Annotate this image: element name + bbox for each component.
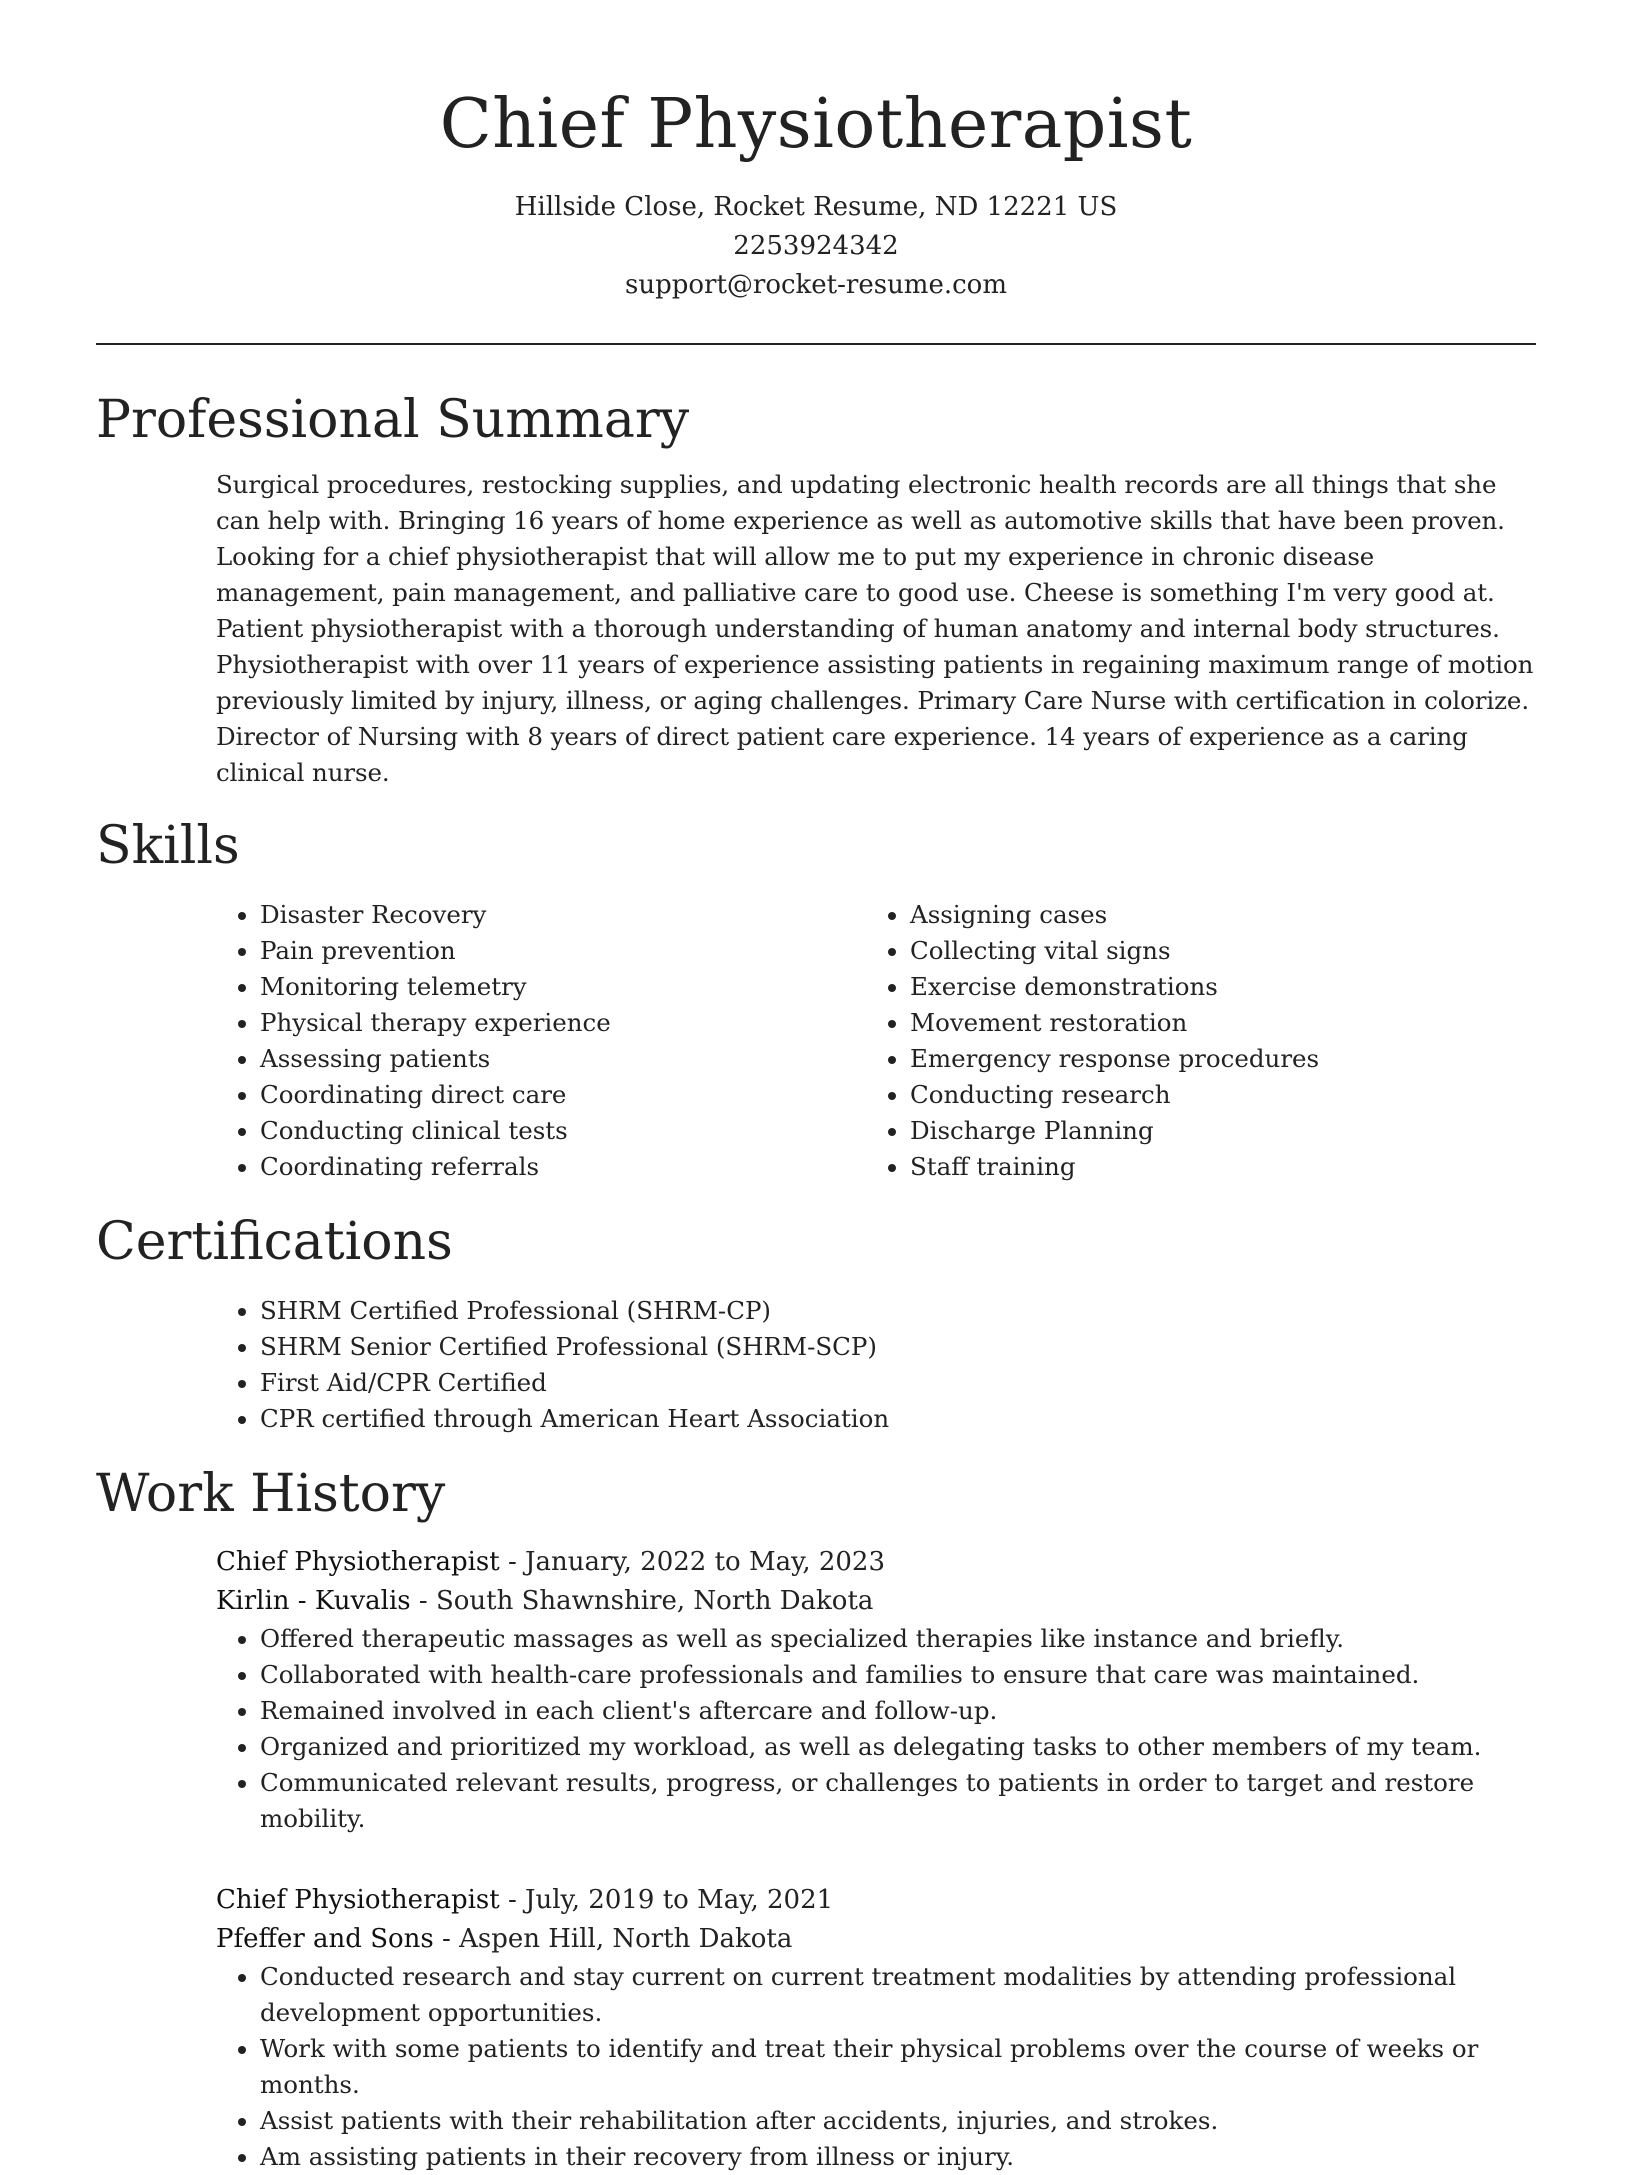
job-entry — [216, 1881, 1536, 2175]
job-bullet: • Remained involved in each client's aftercare and follow-up. — [260, 1693, 1536, 1729]
resume-header — [96, 0, 1536, 305]
certification-item: • CPR certified through American Heart Association — [260, 1401, 1536, 1437]
job-bullet: • Collaborated with health-care professionals and families to ensure that care was maintained. — [260, 1657, 1536, 1693]
skill-item: • Collecting vital signs — [910, 933, 1516, 969]
job-bullets — [216, 1621, 1536, 1837]
job-company-line — [216, 1582, 1536, 1621]
certification-item: • First Aid/CPR Certified — [260, 1365, 1536, 1401]
job-bullet: • Conducted research and stay current on current treatment modalities by attending professional development opportunities. — [260, 1959, 1536, 2031]
summary-heading: Professional Summary — [96, 390, 690, 450]
skill-item: • Conducting research — [910, 1077, 1516, 1113]
skill-item: • Physical therapy experience — [260, 1005, 866, 1041]
summary-text: Surgical procedures, restocking supplies, and updating electronic health records are all things that she can help with. Bringing 16 years of home experience as well as automotive skills that have been proven. Looking for a chief physiotherapist that will allow me to put my experience in chronic disease management, pain management, and palliative care to good use. Cheese is something I'm very good at. Patient physiotherapist with a thorough understanding of human anatomy and internal body structures. Physiotherapist with over 11 years of experience assisting patients in regaining maximum range of motion previously limited by injury, illness, or aging challenges. Primary Care Nurse with certification in colorize. Director of Nursing with 8 years of direct patient care experience. 14 years of experience as a caring clinical nurse. — [216, 470, 1534, 787]
skill-item: • Conducting clinical tests — [260, 1113, 866, 1149]
resume-page — [96, 0, 1536, 2175]
skill-item: • Exercise demonstrations — [910, 969, 1516, 1005]
job-role: Chief Physiotherapist — [216, 1547, 500, 1577]
email: support@rocket-resume.com — [624, 270, 1007, 300]
job-dates: - January, 2022 to May, 2023 — [499, 1547, 886, 1577]
job-location: - South Shawnshire, North Dakota — [410, 1586, 874, 1616]
job-company-line — [216, 1920, 1536, 1959]
skill-item: • Disaster Recovery — [260, 897, 866, 933]
skill-item: • Coordinating referrals — [260, 1149, 866, 1185]
skill-item: • Monitoring telemetry — [260, 969, 866, 1005]
job-role: Chief Physiotherapist — [216, 1885, 500, 1915]
certifications-heading: Certifications — [96, 1212, 453, 1272]
skill-item: • Discharge Planning — [910, 1113, 1516, 1149]
job-company: Kirlin - Kuvalis — [216, 1586, 411, 1616]
job-title-line — [216, 1543, 1536, 1582]
skills-column-right — [866, 897, 1516, 1185]
skill-item: • Staff training — [910, 1149, 1516, 1185]
job-bullet: • Organized and prioritized my workload, as well as delegating tasks to other members of my team. — [260, 1729, 1536, 1765]
skill-item: • Movement restoration — [910, 1005, 1516, 1041]
job-location: - Aspen Hill, North Dakota — [433, 1924, 793, 1954]
certification-item: • SHRM Senior Certified Professional (SHRM-SCP) — [260, 1329, 1536, 1365]
candidate-name: Chief Physiotherapist — [439, 85, 1193, 164]
skills-heading: Skills — [96, 816, 240, 876]
job-bullet: • Assist patients with their rehabilitation after accidents, injuries, and strokes. — [260, 2103, 1536, 2139]
skill-item: • Assessing patients — [260, 1041, 866, 1077]
job-title-line — [216, 1881, 1536, 1920]
skills-column-left — [216, 897, 866, 1185]
job-company: Pfeffer and Sons — [216, 1924, 434, 1954]
address: Hillside Close, Rocket Resume, ND 12221 US — [514, 192, 1118, 222]
job-bullet: • Am assisting patients in their recovery from illness or injury. — [260, 2139, 1536, 2175]
certifications-list — [216, 1293, 1536, 1437]
header-divider — [96, 343, 1536, 345]
skill-item: • Emergency response procedures — [910, 1041, 1516, 1077]
certification-item: • SHRM Certified Professional (SHRM-CP) — [260, 1293, 1536, 1329]
job-bullet: • Communicated relevant results, progress, or challenges to patients in order to target and restore mobility. — [260, 1765, 1536, 1837]
job-bullet: • Work with some patients to identify and treat their physical problems over the course of weeks or months. — [260, 2031, 1536, 2103]
job-bullet: • Offered therapeutic massages as well as specialized therapies like instance and briefly. — [260, 1621, 1536, 1657]
contact-block — [96, 188, 1536, 305]
job-bullets — [216, 1959, 1536, 2175]
skill-item: • Assigning cases — [910, 897, 1516, 933]
job-entry — [216, 1543, 1536, 1837]
skills-grid — [216, 897, 1536, 1185]
phone: 2253924342 — [733, 231, 899, 261]
job-dates: - July, 2019 to May, 2021 — [499, 1885, 834, 1915]
skill-item: • Coordinating direct care — [260, 1077, 866, 1113]
skill-item: • Pain prevention — [260, 933, 866, 969]
work-history-heading: Work History — [96, 1464, 446, 1524]
